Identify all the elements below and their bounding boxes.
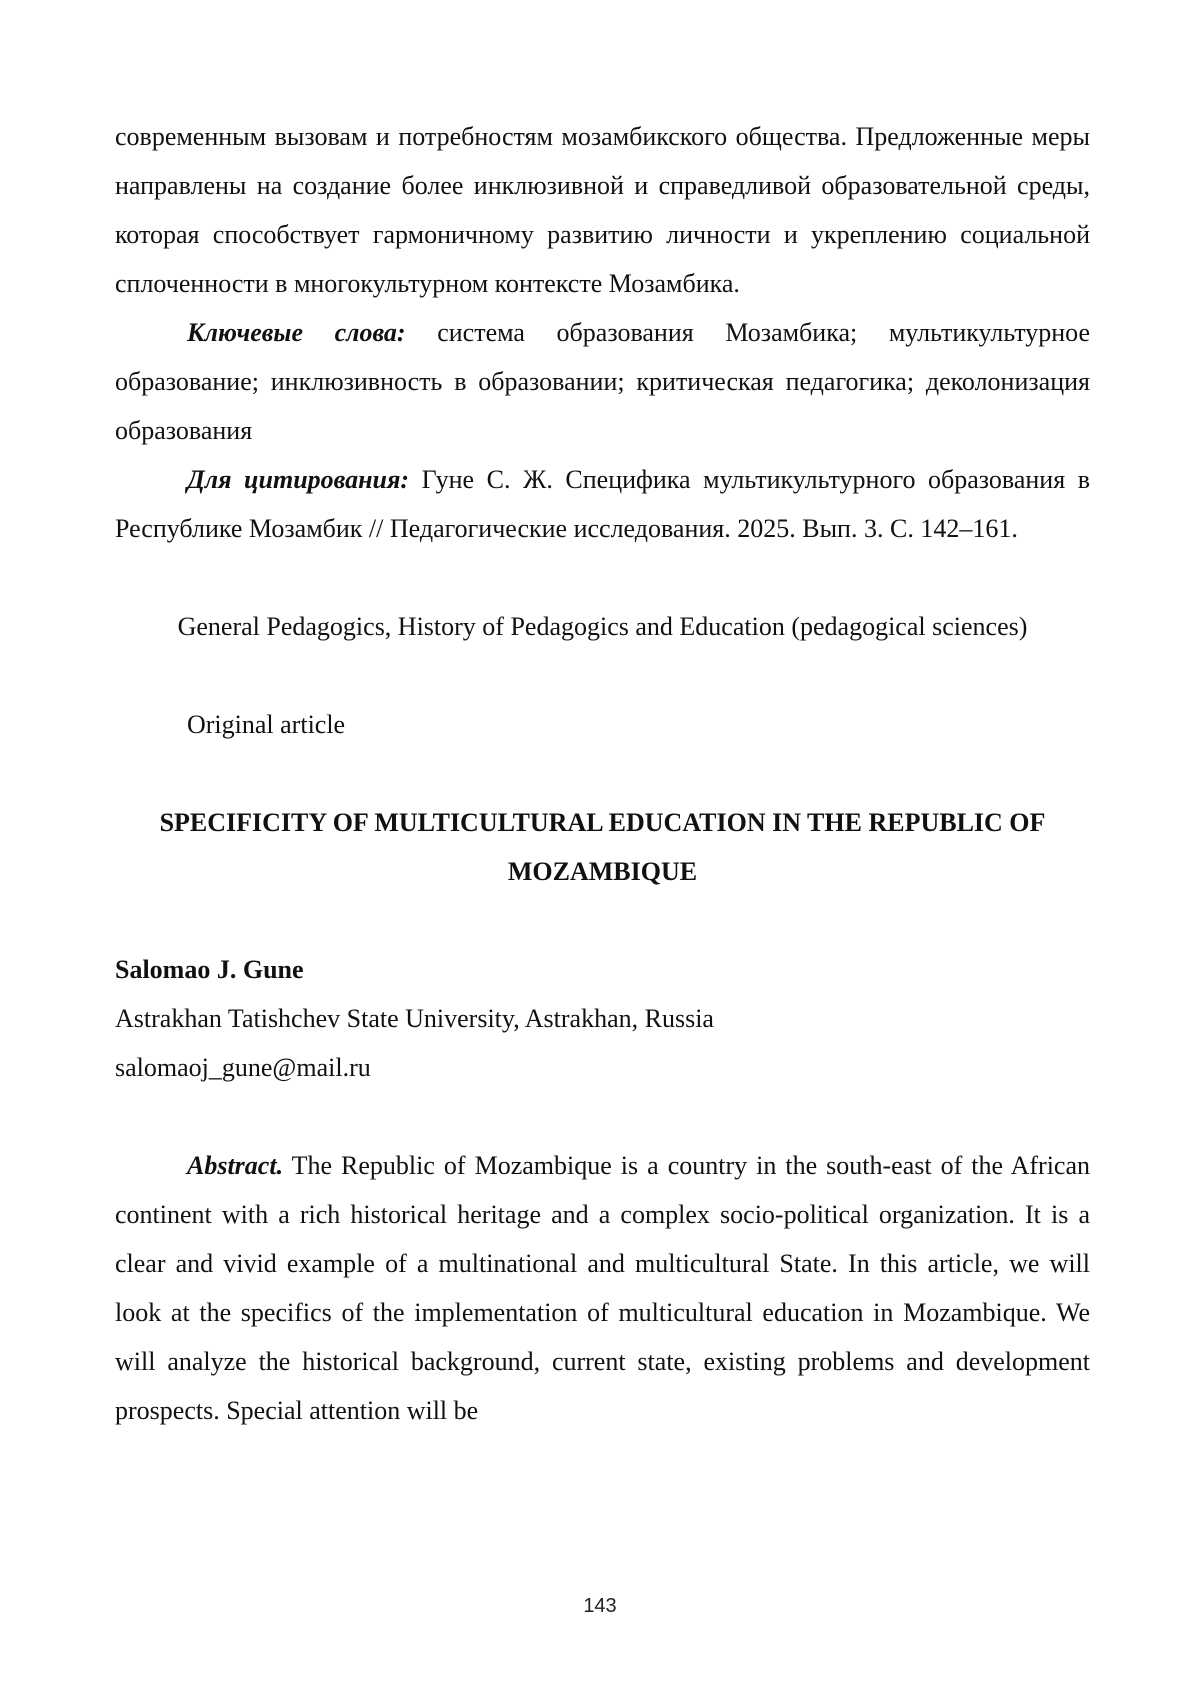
rubric: General Pedagogics, History of Pedagogics and Education (pedagogical sciences) xyxy=(177,612,1028,641)
page-body xyxy=(115,112,1090,1435)
abstract-en xyxy=(115,1141,1090,1435)
citation-ru-text: Гуне С. Ж. Специфика мультикультурного образования в Республике Мозамбик // Педагогические исследования. 2025. Вып. 3. С. 142–161. xyxy=(115,465,1090,543)
keywords-ru xyxy=(115,308,1090,455)
article-type: Original article xyxy=(187,710,346,739)
author-email[interactable]: salomaoj_gune@mail.ru xyxy=(115,1053,371,1082)
author-block xyxy=(115,945,1090,1092)
abstract-ru-continuation: современным вызовам и потребностям мозамбикского общества. Предложенные меры направлены на создание более инклюзивной и справедливой образовательной среды, которая способствует гармоничному развитию личности и укреплению социальной сплоченности в многокультурном контексте Мозамбика. xyxy=(115,122,1090,298)
author-name: Salomao J. Gune xyxy=(115,955,304,984)
author-affiliation: Astrakhan Tatishchev State University, Astrakhan, Russia xyxy=(115,1004,714,1033)
keywords-ru-label: Ключевые слова: xyxy=(187,318,406,347)
page-number: 143 xyxy=(583,1595,617,1617)
abstract-en-text: The Republic of Mozambique is a country in the south-east of the African continent with a rich historical heritage and a complex socio-political organization. It is a clear and vivid example of a multinational and multicultural State. In this article, we will look at the specifics of the implementation of multicultural education in Mozambique. We will analyze the historical background, current state, existing problems and development prospects. Special attention will be xyxy=(115,1151,1090,1425)
citation-ru-label: Для цитирования: xyxy=(187,465,410,494)
article-title: SPECIFICITY OF MULTICULTURAL EDUCATION IN THE REPUBLIC OF MOZAMBIQUE xyxy=(159,808,1046,886)
citation-ru xyxy=(115,455,1090,553)
keywords-ru-text: система образования Мозамбика; мультикультурное образование; инклюзивность в образовании; критическая педагогика; деколонизация образования xyxy=(115,318,1091,445)
abstract-en-label: Abstract. xyxy=(187,1151,284,1180)
